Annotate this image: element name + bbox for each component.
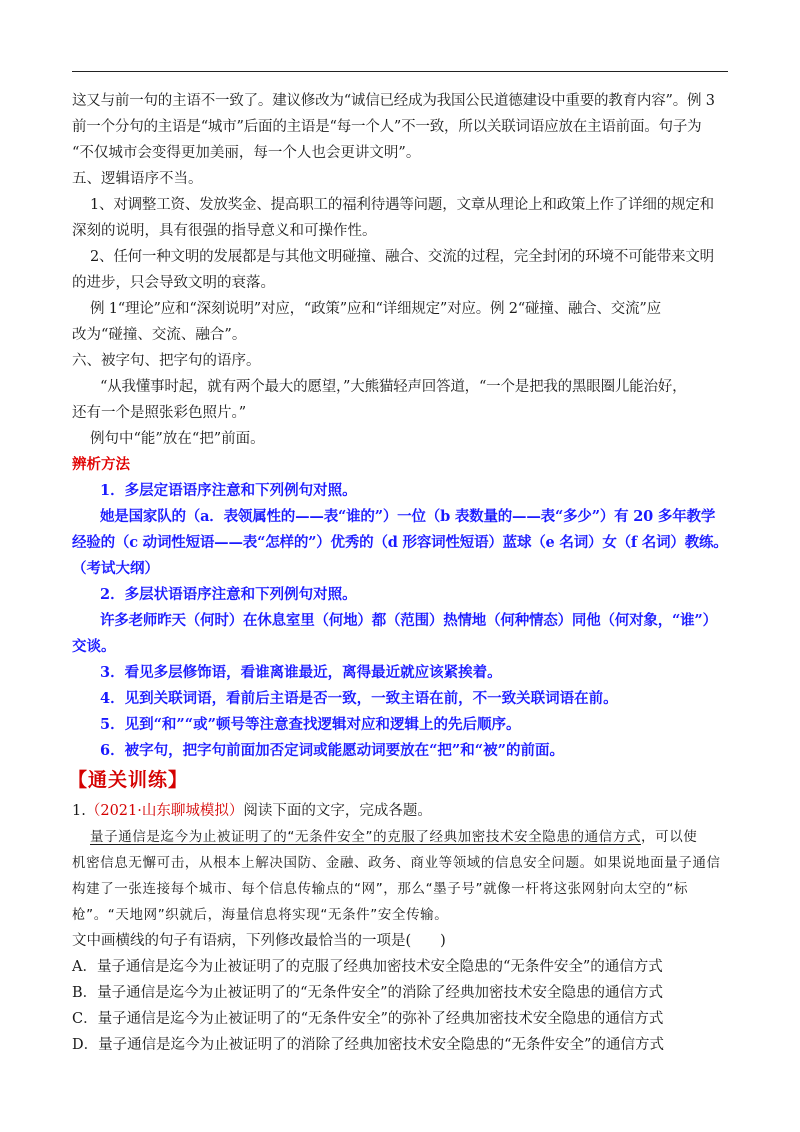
section5-note-line2: 改为“碰撞、交流、融合”。 [72,327,247,343]
option-c: C．量子通信是迄今为止被证明了的“无条件安全”的弥补了经典加密技术安全隐患的通信方式 [72,1011,664,1027]
method-item-3: 3．看见多层修饰语，看谁离谁最近，离得最近就应该紧挨着。 [100,664,502,681]
question-stem: 文中画横线的句子有语病，下列修改最恰当的一项是( ) [72,933,446,949]
method-item-1-example-line3: （考试大纲） [72,560,159,577]
passage-line-3: 构建了一张连接每个城市、每个信息传输点的“网”，那么“墨子号”就像一杆将这张网射向太空的“标 [72,881,689,897]
method-item-2: 2．多层状语语序注意和下列例句对照。 [100,586,357,603]
prev-line-2: 前一个分句的主语是“城市”后面的主语是“每一个人”不一致，所以关联词语应放在主语前面。句子为 [72,119,702,135]
question-1-header [72,801,728,821]
passage-line-4: 枪”。“天地网”织就后，海量信息将实现“无条件”安全传输。 [72,907,449,923]
question-source: （2021·山东聊城模拟） [85,803,244,819]
document-page [68,91,728,1061]
method-item-1: 1．多层定语语序注意和下列例句对照。 [100,482,357,499]
section5-title: 五、逻辑语序不当。 [72,171,203,187]
passage-line-1 [72,827,728,847]
prev-line-3: “不仅城市会变得更加美丽，每一个人也会更讲文明”。 [72,145,421,161]
section6-title: 六、被字句、把字句的语序。 [72,353,261,369]
section5-example1-line1: 1、对调整工资、发放奖金、提高职工的福利待遇等问题，文章从理论上和政策上作了详细的规定和 [90,197,714,213]
method-item-1-example-line1: 她是国家队的（a．表领属性的——表“谁的”）一位（b 表数量的——表“多少”）有 20 多年教学 [100,508,716,525]
section6-note: 例句中“能”放在“把”前面。 [90,431,265,447]
underlined-sentence: 量子通信是迄今为止被证明了的“无条件安全”的克服了经典加密技术安全隐患的通信方式 [90,829,641,845]
passage-line-2: 机密信息无懈可击，从根本上解决国防、金融、政务、商业等领域的信息安全问题。如果说地面量子通信 [72,855,721,871]
section6-quote-line2: 还有一个是照张彩色照片。” [72,405,247,421]
question-number: 1. [72,803,86,819]
training-heading: 【通关训练】 [68,769,189,791]
section5-note-line1: 例 1“理论”应和“深刻说明”对应，“政策”应和“详细规定”对应。例 2“碰撞、融合、交流”应 [90,301,661,317]
section5-example2-line2: 的进步，只会导致文明的衰落。 [72,275,275,291]
method-item-5: 5．见到“和”“或”顿号等注意查找逻辑对应和逻辑上的先后顺序。 [100,716,521,733]
method-item-6: 6．被字句，把字句前面加否定词或能愿动词要放在“把”和“被”的前面。 [100,742,564,759]
method-item-4: 4．见到关联词语，看前后主语是否一致，一致主语在前，不一致关联词语在前。 [100,690,618,707]
passage-line-1-rest: ，可以使 [641,829,698,845]
option-b: B．量子通信是迄今为止被证明了的“无条件安全”的消除了经典加密技术安全隐患的通信方式 [72,985,663,1001]
option-a: A．量子通信是迄今为止被证明了的克服了经典加密技术安全隐患的“无条件安全”的通信方式 [72,959,663,975]
prev-line-1: 这又与前一句的主语不一致了。建议修改为“诚信已经成为我国公民道德建设中重要的教育内容”。例 3 [72,93,715,109]
method-item-2-example-line1: 许多老师昨天（何时）在休息室里（何地）都（范围）热情地（何种情态）同他（何对象，“谁”） [100,612,717,629]
section5-example2-line1: 2、任何一种文明的发展都是与其他文明碰撞、融合、交流的过程，完全封闭的环境不可能带来文明 [90,249,714,265]
option-d: D．量子通信是迄今为止被证明了的消除了经典加密技术安全隐患的“无条件安全”的通信方式 [72,1037,664,1053]
question-prompt: 阅读下面的文字，完成各题。 [243,803,432,819]
section5-example1-line2: 深刻的说明，具有很强的指导意义和可操作性。 [72,223,377,239]
section6-quote-line1: “从我懂事时起，就有两个最大的愿望，”大熊猫轻声回答道，“一个是把我的黑眼圈儿能治好， [100,379,687,395]
method-item-2-example-line2: 交谈。 [72,638,116,655]
header-rule [72,71,728,72]
method-item-1-example-line2: 经验的（c 动词性短语——表“怎样的”）优秀的（d 形容词性短语）蓝球（e 名词）女（f 名词）教练。 [72,534,728,551]
method-title: 辨析方法 [72,456,130,473]
